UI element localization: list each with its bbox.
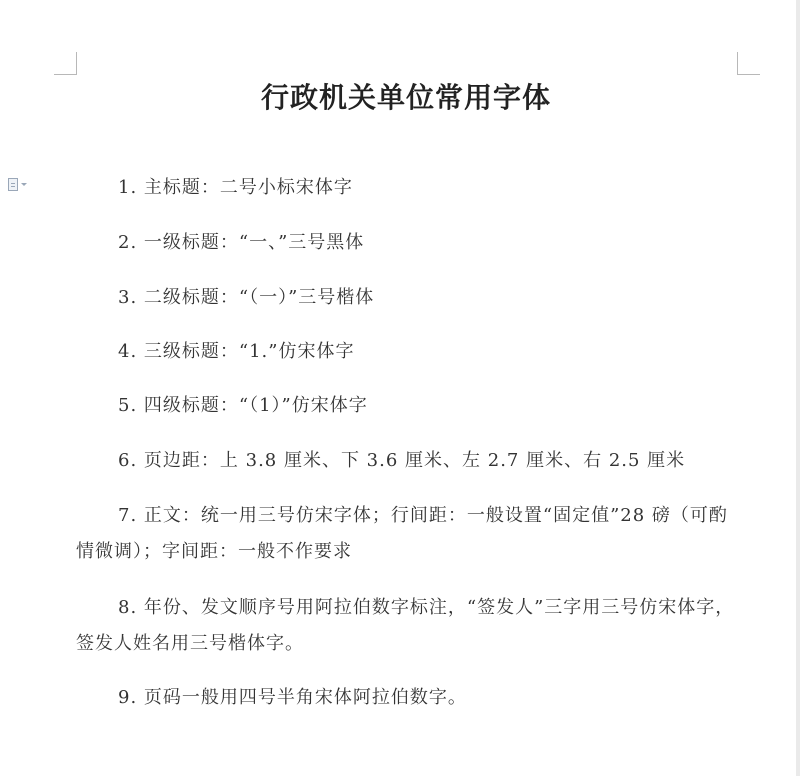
list-item-text: 6. 页边距：上 3.8 厘米、下 3.6 厘米、左 2.7 厘米、右 2.5 厘米: [118, 450, 686, 471]
list-item-text: 9. 页码一般用四号半角宋体阿拉伯数字。: [118, 687, 467, 708]
list-item: [76, 498, 740, 570]
list-item-text: 5. 四级标题：“（1）”仿宋体字: [118, 395, 368, 416]
list-item-text: 7. 正文：统一用三号仿宋字体；行间距：一般设置“固定值”28 磅（可酌情微调）；字间距：一般不作要求: [76, 505, 728, 562]
list-item-text: 1. 主标题：二号小标宋体字: [118, 177, 353, 198]
list-item: [76, 225, 740, 261]
list-item-text: 3. 二级标题：“（一）”三号楷体: [118, 287, 375, 308]
list-item: [76, 388, 740, 424]
document-title: 行政机关单位常用字体: [260, 81, 551, 114]
list-item: [76, 334, 740, 370]
list-item: [76, 590, 740, 662]
page-corner-mark-right: [737, 52, 760, 75]
chevron-down-icon: [21, 183, 27, 186]
list-item-text: 4. 三级标题：“1.”仿宋体字: [118, 341, 355, 362]
list-item-text: 2. 一级标题：“一、”三号黑体: [118, 232, 365, 253]
paragraph-menu-icon[interactable]: [8, 176, 34, 192]
list-item: [76, 280, 740, 316]
list-item: [76, 170, 740, 206]
list-item-text: 8. 年份、发文顺序号用阿拉伯数字标注，“签发人”三字用三号仿宋体字，签发人姓名用三号楷体字。: [76, 597, 735, 654]
list-item: [76, 443, 740, 479]
document-page-icon: [8, 178, 18, 191]
page-corner-mark-left: [54, 52, 77, 75]
list-item: [76, 680, 740, 716]
scrollbar-edge[interactable]: [796, 0, 800, 776]
